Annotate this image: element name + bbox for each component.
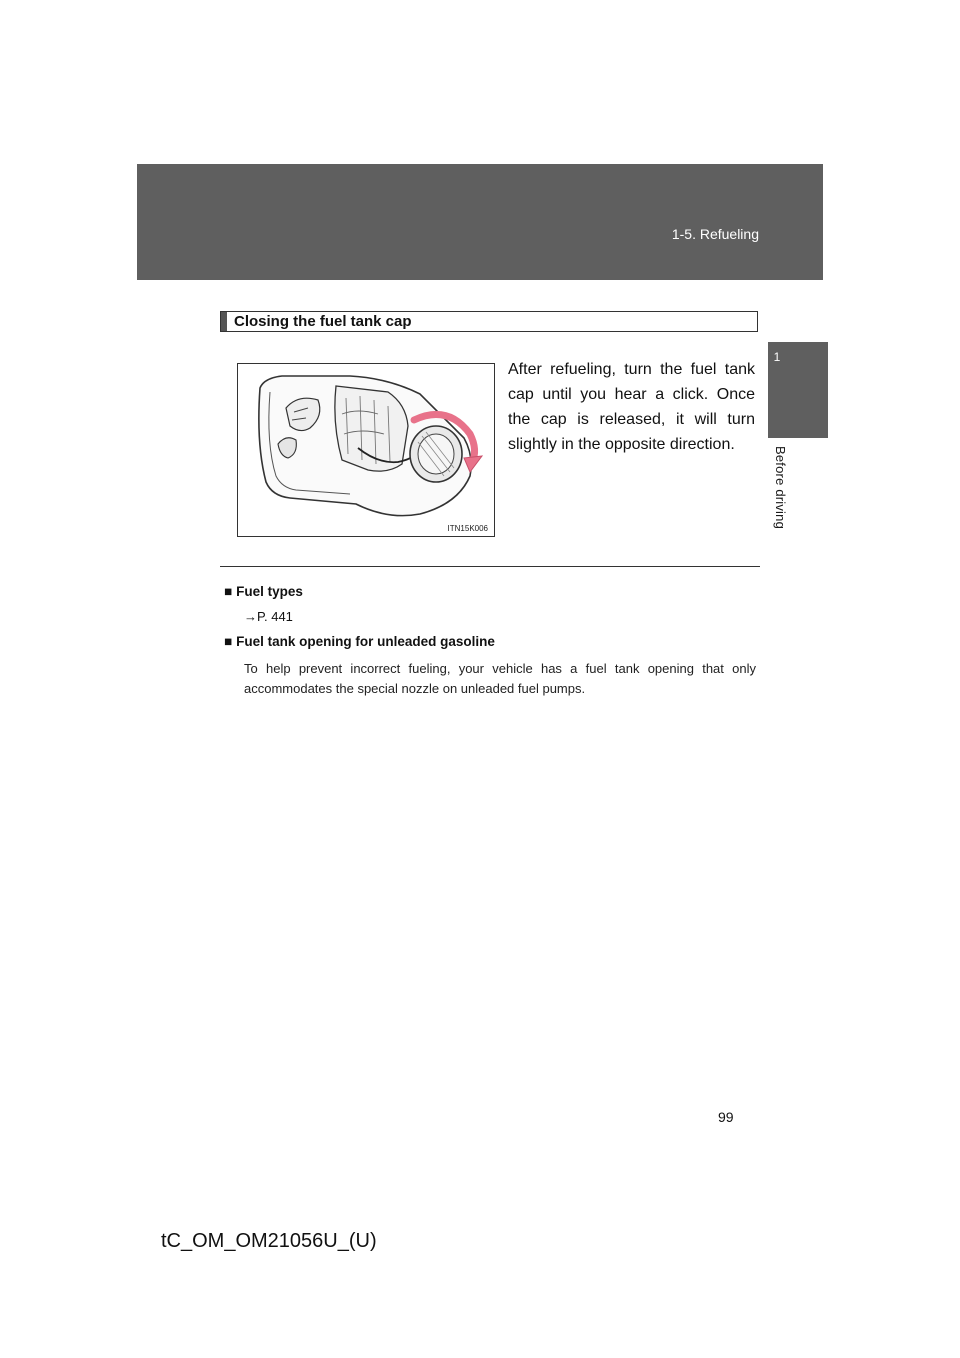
fuel-door-drawing [238,364,494,536]
chapter-tab [768,342,828,438]
page-number: 99 [718,1109,734,1125]
chapter-number: 1 [773,350,781,364]
fuel-cap-illustration [237,363,495,537]
note-heading-fuel-types [224,584,303,599]
section-breadcrumb: 1-5. Refueling [671,226,759,242]
bullet-square-icon: ■ [224,584,233,599]
page-reference: →P. 441 [244,609,293,624]
note-body-unleaded: To help prevent incorrect fueling, your vehicle has a fuel tank opening that only accommodates the special nozzle on unleaded fuel pumps. [244,661,756,696]
header-band [137,164,823,280]
instruction-paragraph: After refueling, turn the fuel tank cap until you hear a click. Once the cap is released, it will turn slightly in the opposite direction. [508,361,755,453]
figure-code: ITN15K006 [447,524,488,533]
section-heading-bar [221,312,227,331]
section-heading-box [220,311,758,332]
note-title: Fuel tank opening for unleaded gasoline [236,634,495,649]
document-code: tC_OM_OM21056U_(U) [161,1230,377,1252]
section-title: Closing the fuel tank cap [234,313,412,330]
section-divider [220,566,760,567]
chapter-label: Before driving [773,446,788,530]
note-title: Fuel types [236,584,303,599]
bullet-square-icon: ■ [224,634,233,649]
note-heading-unleaded [224,634,495,649]
